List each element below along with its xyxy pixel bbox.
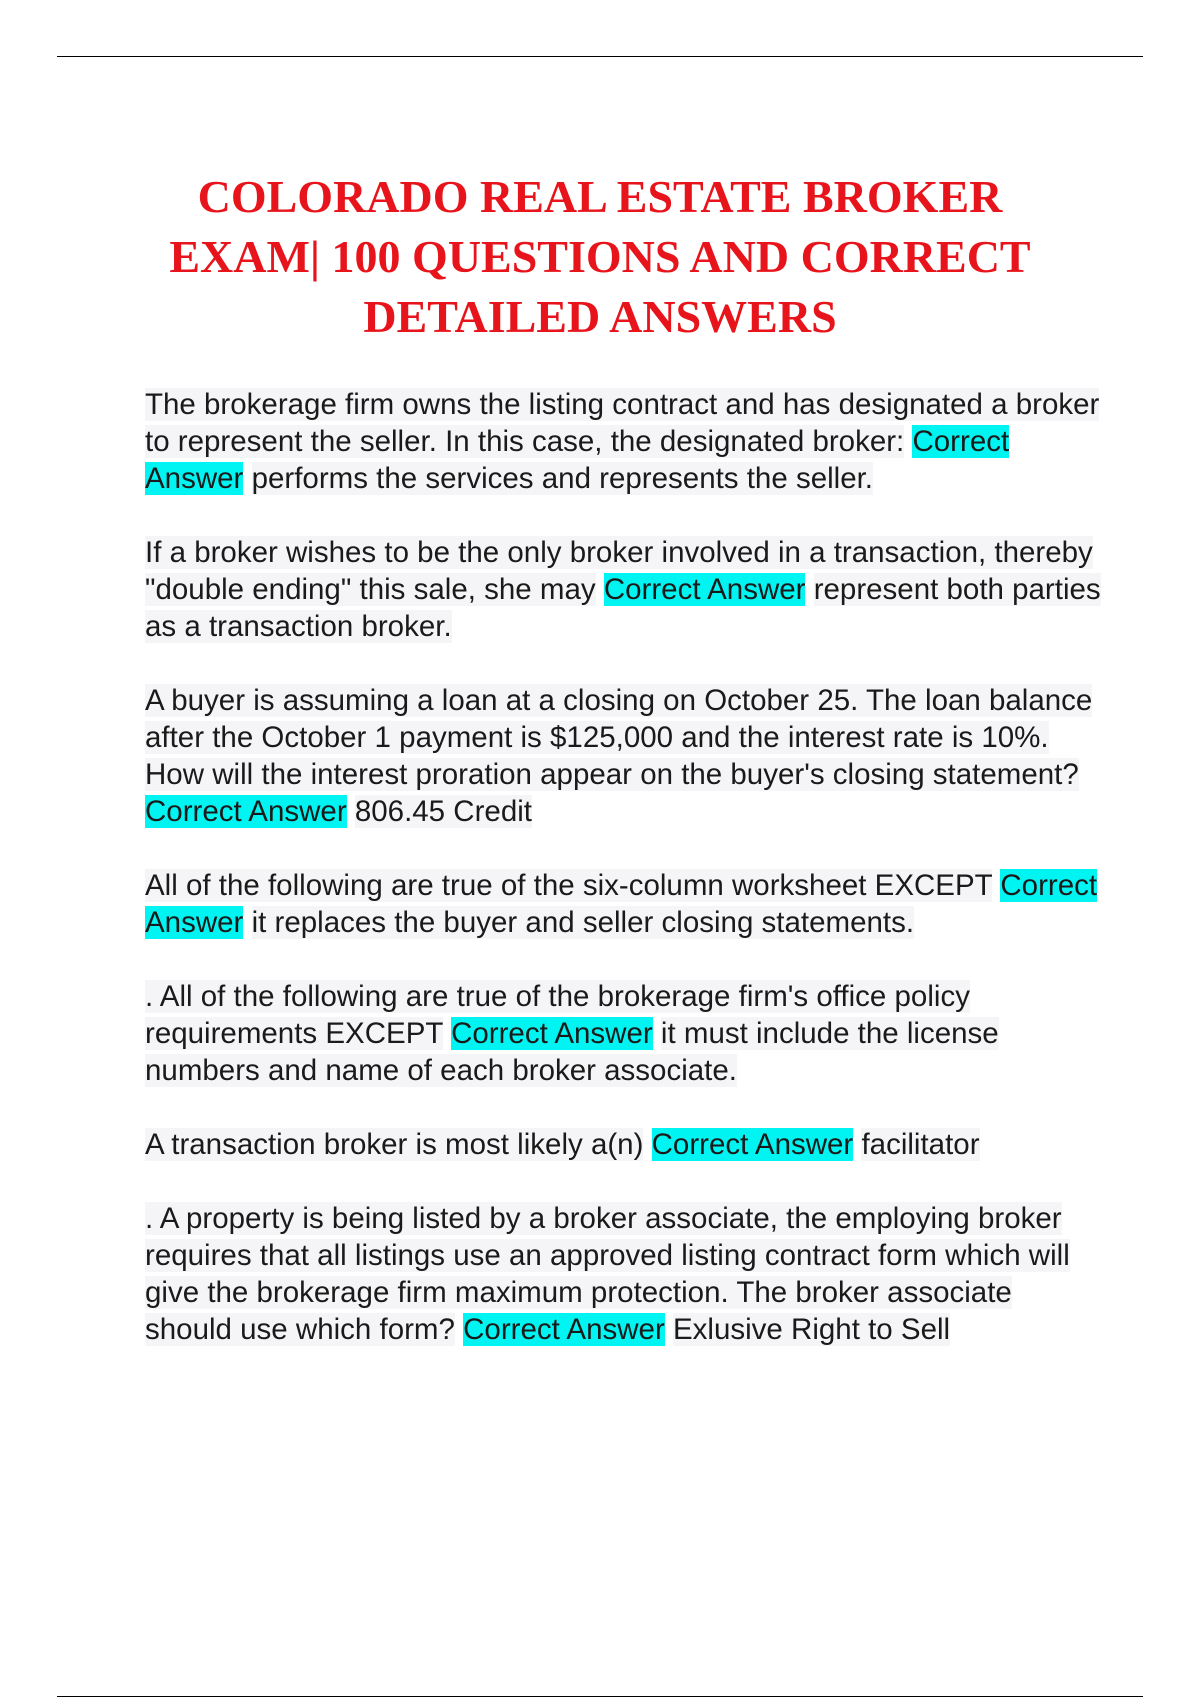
correct-answer-marker: Correct Answer	[603, 573, 806, 606]
qa-item	[145, 978, 1105, 1089]
qa-list	[145, 386, 1105, 1385]
answer-text: it replaces the buyer and seller closing statements.	[251, 906, 915, 939]
question-text: The brokerage firm owns the listing contract and has designated a broker to represent the seller. In this case, the designated broker:	[145, 388, 1100, 458]
correct-answer-marker: Correct Answer	[145, 425, 1010, 495]
question-text: A transaction broker is most likely a(n)	[145, 1128, 644, 1161]
top-rule	[57, 56, 1143, 57]
correct-answer-marker: Correct Answer	[651, 1128, 854, 1161]
answer-text: 806.45 Credit	[354, 795, 532, 828]
qa-item	[145, 534, 1105, 645]
document-title: COLORADO REAL ESTATE BROKER EXAM| 100 QUESTIONS AND CORRECT DETAILED ANSWERS	[169, 171, 1031, 342]
question-text: If a broker wishes to be the only broker involved in a transaction, thereby "double ending" this sale, she may	[145, 536, 1093, 606]
qa-item	[145, 386, 1105, 497]
qa-item	[145, 682, 1105, 830]
correct-answer-marker: Correct Answer	[451, 1017, 653, 1050]
correct-answer-marker: Correct Answer	[463, 1313, 665, 1346]
qa-item	[145, 1126, 1105, 1163]
bottom-rule	[57, 1696, 1143, 1697]
question-text: . A property is being listed by a broker associate, the employing broker requires that all listings use an approved listing contract form which will give the brokerage firm maximum protection. The broker associate should use which form?	[145, 1202, 1070, 1346]
question-text: All of the following are true of the six-column worksheet EXCEPT	[145, 869, 993, 902]
question-text: . All of the following are true of the brokerage firm's office policy requirements EXCEPT	[145, 980, 970, 1050]
answer-text: facilitator	[861, 1128, 980, 1161]
answer-text: it must include the license numbers and name of each broker associate.	[145, 1017, 999, 1087]
qa-item	[145, 867, 1105, 941]
correct-answer-marker: Correct Answer	[145, 795, 347, 828]
answer-text: performs the services and represents the seller.	[251, 462, 874, 495]
qa-item	[145, 1200, 1105, 1348]
question-text: A buyer is assuming a loan at a closing on October 25. The loan balance after the October 1 payment is $125,000 and the interest rate is 10%. How will the interest proration appear on the buyer's closing statement?	[145, 684, 1093, 791]
answer-text: Exlusive Right to Sell	[672, 1313, 951, 1346]
answer-text: represent both parties as a transaction broker.	[145, 573, 1101, 643]
correct-answer-marker: Correct Answer	[145, 869, 1098, 939]
